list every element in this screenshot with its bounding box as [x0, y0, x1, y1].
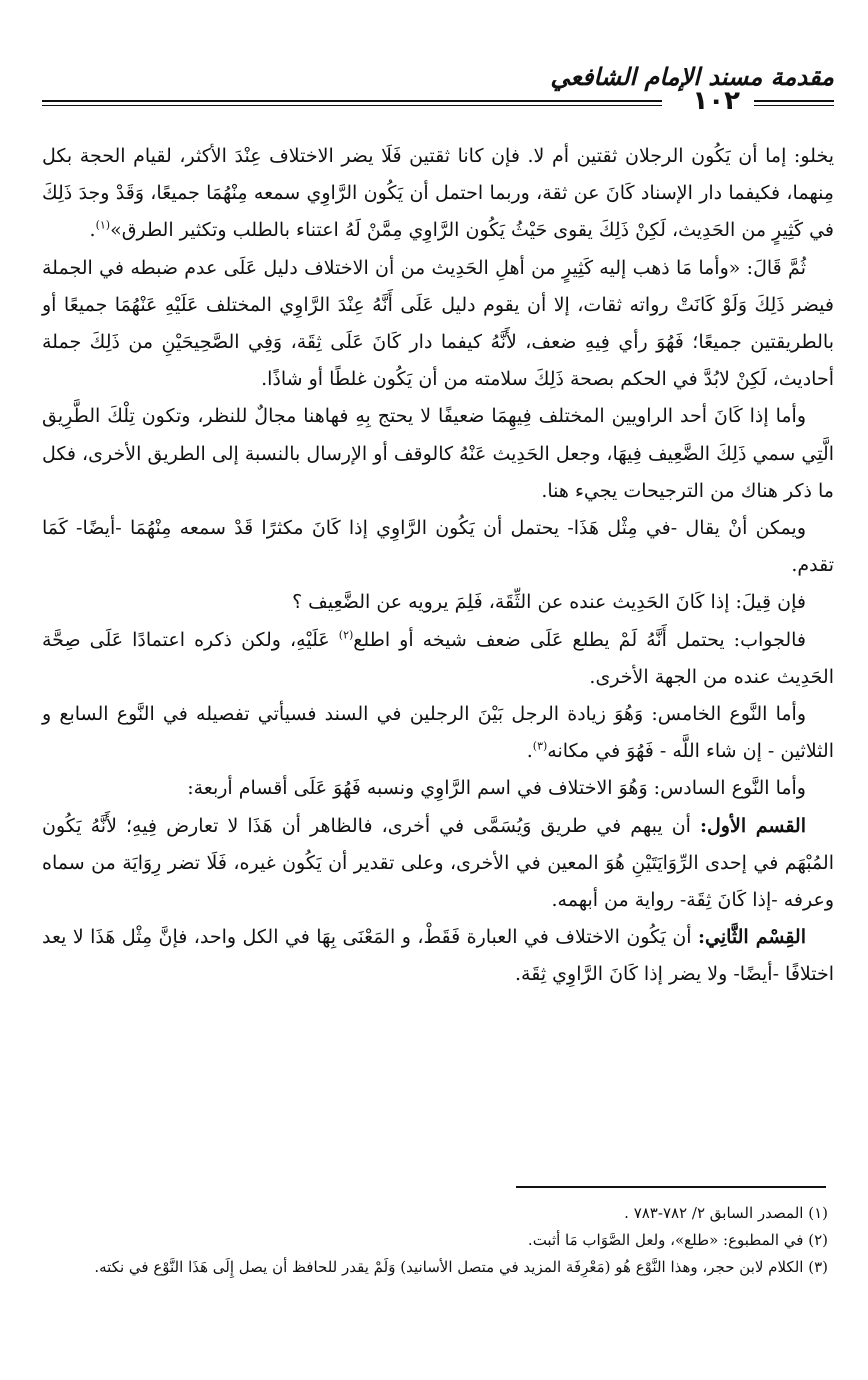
paragraph-text: أن يَكُون الاختلاف في العبارة فَقَطْ، و المَعْنَى بِهَا في الكل واحد، فإنَّ مِثْل هَذَا لا يعد اختلافًا -أيضًا- ولا يضر إذا كَانَ الرَّاوِي ثِقَة.: [42, 926, 834, 986]
paragraph-text: ثُمَّ قَالَ: «وأما مَا ذهب إليه كَثِيرٍ من أهلِ الحَدِيث من أن الاختلاف دليل عَلَى عدم ضبطه في الجملة فيضر ذَلِكَ وَلَوْ كَانَتْ رواته ثقات، إلا أن يقوم دليل عَلَى أَنَّهُ عِنْدَ الرَّاوِي المختلف عَلَيْهِ عَنْهُمَا جميعًا أو بالطريقتين جميعًا؛ فَهُوَ رأي فِيهِ ضعف، لأَنَّهُ كيفما دار كَانَ عَلَى ثِقَة، وَفِي الصَّحِيحَيْنِ من ذَلِكَ جملة أحاديث، لَكِنْ لابُدَّ في الحكم بصحة ذَلِكَ سلامته من أن يَكُون غلطًا أو شاذًا.: [42, 256, 834, 391]
footnote-separator: [516, 1186, 826, 1188]
running-title: مقدمة مسند الإمام الشافعي: [550, 63, 834, 91]
footnote-2: (٢) في المطبوع: «طلع»، ولعل الصَّوَاب مَا أثبت.: [527, 1231, 828, 1249]
paragraph-10: [42, 919, 834, 993]
paragraph-text: وأما النَّوع السادس: وَهُوَ الاختلاف في اسم الرَّاوِي ونسبه فَهُوَ عَلَى أقسام أربعة:: [187, 777, 806, 800]
paragraph-3: [42, 398, 834, 510]
header-rule-short: [754, 100, 834, 106]
footnote-ref-3: (٣): [532, 739, 548, 753]
paragraph-text: وأما إذا كَانَ أحد الراويين المختلف فِيهِمَا ضعيفًا لا يحتج بِهِ فهاهنا مجالٌ للنظر، وتكون تِلْكَ الطَّرِيق الَّتِي سمي ذَلِكَ الضَّعِيف فِيهَا، وجعل الحَدِيث عَنْهُ كالوقف أو الإرسال بالنسبة إلى الطريق الأخرى، فكل ما ذكر هناك من الترجيحات يجيء هنا.: [42, 405, 834, 502]
paragraph-text: وأما النَّوع الخامس: وَهُوَ زيادة الرجل بَيْنَ الرجلين في السند فسيأتي تفصيله في النَّوع السابع و الثلاثين - إن شاء اللَّه - فَهُوَ في مكانه: [42, 703, 834, 763]
footnotes: [42, 1200, 828, 1281]
paragraph-text: أن يبهم في طريق وَيُسَمَّى في أخرى، فالظاهر أن هَذَا لا تعارض فِيهِ؛ لأَنَّهُ يَكُون المُبْهَم في إحدى الرِّوَايَتَيْنِ هُوَ المعين في الأخرى، وعلى تقدير أن يَكُون غيره، فَلَا تضر رِوَايَة من سماه وعرفه -إذا كَانَ ثِقَة- رواية من أبهمه.: [42, 814, 834, 912]
paragraph-2: [42, 250, 834, 399]
paragraph-text: فإن قِيلَ: إذا كَانَ الحَدِيث عنده عن الثِّقَة، فَلِمَ يرويه عن الضَّعِيف ؟: [292, 591, 806, 614]
paragraph-tail: .: [89, 219, 96, 242]
paragraph-8: [42, 770, 834, 807]
paragraph-text: يخلو: إما أن يَكُون الرجلان ثقتين أم لا. فإن كانا ثقتين فَلَا يضر الاختلاف عِنْدَ الأكثر، لقيام الحجة بكل مِنهما، فكيفما دار الإسناد كَانَ عن ثقة، وربما احتمل أن يَكُون الرَّاوِي سمعه مِنْهُمَا جميعًا، وَقَدْ وجدَ ذَلِكَ في كَثِيرٍ من الحَدِيث، لَكِنْ ذَلِكَ يقوى حَيْثُ يَكُون الرَّاوِي مِمَّنْ لَهُ اعتناء بالطلب وتكثير الطرق»: [42, 145, 834, 242]
paragraph-tail: عَلَيْهِ، ولكن ذكره اعتمادًا عَلَى صِحَّة الحَدِيث عنده من الجهة الأخرى.: [42, 628, 834, 688]
section-heading-first: القسم الأول:: [699, 814, 806, 837]
paragraph-tail: .: [526, 740, 533, 763]
paragraph-6: [42, 622, 834, 696]
footnote-1: (١) المصدر السابق ٢/ ٧٨٢-٧٨٣ .: [624, 1204, 828, 1222]
paragraph-4: [42, 510, 834, 584]
paragraph-text: فالجواب: يحتمل أَنَّهُ لَمْ يطلع عَلَى ضعف شيخه أو اطلع: [353, 628, 806, 651]
footnote-3: (٣) الكلام لابن حجر، وهذا النَّوْع هُو (مَعْرِفَة المزيد في متصل الأسانيد) وَلَمْ يقدر للحافظ أن يصل إِلَى هَذَا النَّوْع في نكته.: [94, 1258, 828, 1276]
page-number: ١٠٢: [692, 86, 740, 116]
paragraph-5: [42, 584, 834, 621]
footnote-ref-2: (٢): [338, 628, 354, 642]
paragraph-text: ويمكن أنْ يقال -في مِثْل هَذَا- يحتمل أن يَكُون الرَّاوِي إذا كَانَ مكثرًا قَدْ سمعه مِنْهُمَا -أيضًا- كَمَا تقدم.: [42, 517, 834, 577]
paragraph-7: [42, 696, 834, 770]
section-heading-second: القِسْم الثَّانِي:: [697, 926, 806, 949]
footnote-ref-1: (١): [95, 219, 111, 233]
paragraph-9: [42, 808, 834, 920]
header-rule-long: [42, 100, 662, 106]
main-text: [42, 138, 834, 994]
paragraph-1: [42, 138, 834, 250]
